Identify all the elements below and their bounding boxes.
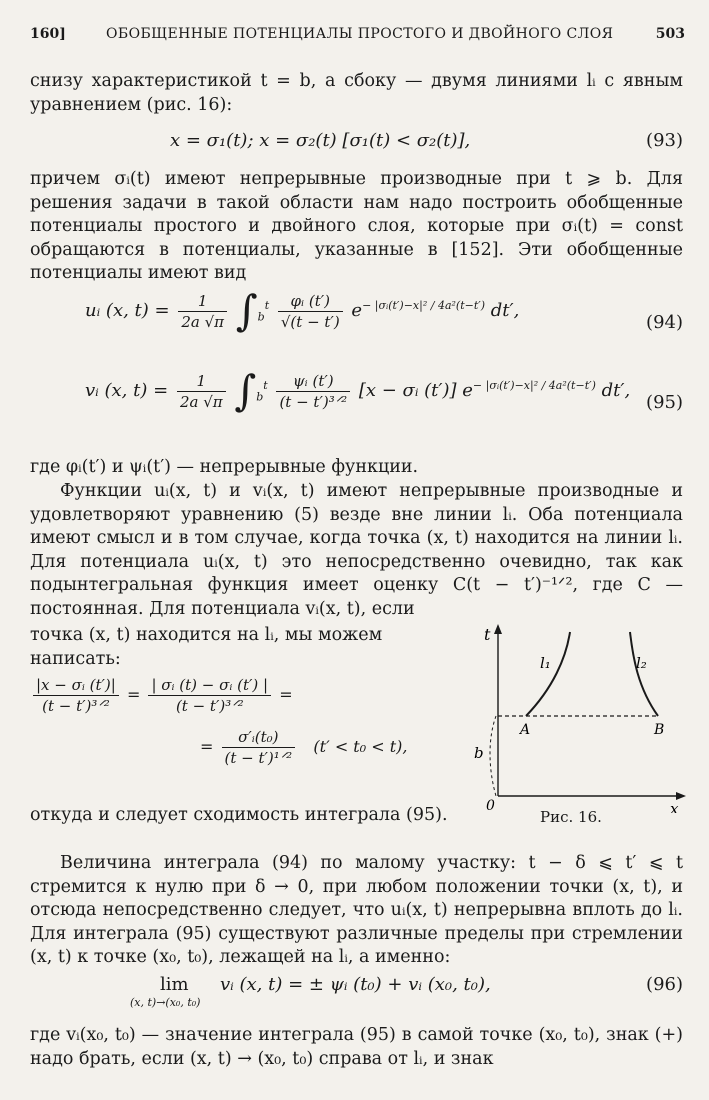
- equation-chain-line-2: [200, 728, 407, 767]
- t-axis-arrow: [494, 624, 502, 634]
- frac-c-num: σ′ᵢ(t₀): [222, 728, 296, 748]
- origin-label: 0: [486, 798, 495, 813]
- equation-95-frac: [276, 372, 350, 411]
- integral-sign: ∫: [235, 286, 258, 335]
- equation-chain-line-1: [30, 676, 293, 715]
- x-axis-label: x: [670, 800, 679, 813]
- running-head: [30, 26, 685, 48]
- paragraph-7: Величина интеграла (94) по малому участку: t − δ ⩽ t′ ⩽ t стремится к нулю при δ → 0, при любом положении точки (x, t), и отсюда непосредственно следует, что uᵢ(x, t) непрерывна вплоть до lᵢ. Для интеграла (95) существуют различные пределы при стремлении (x, t) к точке (x₀, t₀), лежащей на lᵢ, а именно:: [30, 853, 683, 967]
- equation-94-tail: dt′,: [490, 300, 520, 321]
- integral-sign: ∫: [234, 366, 257, 415]
- frac-c: [222, 728, 296, 767]
- equation-94-frac-den: √(t − t′): [280, 312, 340, 331]
- equation-95-frac-num: ψᵢ (t′): [276, 372, 350, 392]
- equation-93-number: (93): [646, 130, 683, 151]
- paragraph-8: где vᵢ(x₀, t₀) — значение интеграла (95) в самой точке (x₀, t₀), знак (+) надо брать, если (x, t) → (x₀, t₀) справа от lᵢ, и знак: [30, 1025, 683, 1069]
- figure-16: [458, 618, 688, 833]
- equation-96-lim: lim: [160, 974, 189, 995]
- equation-94-coef-num: 1: [178, 292, 227, 312]
- frac-a: [33, 676, 119, 715]
- equation-condition: (t′ < t₀ < t),: [313, 737, 408, 756]
- equation-95-lower: b: [256, 390, 264, 404]
- frac-b: [148, 676, 271, 715]
- equation-94-coef-den: 2a √π: [181, 312, 225, 331]
- eq-sign-3: =: [200, 737, 214, 756]
- eq-sign-1: =: [126, 685, 141, 704]
- equation-96-lim-sub: (x, t)→(x₀, t₀): [130, 996, 201, 1009]
- equation-94-lower: b: [257, 310, 265, 324]
- l2-label: l₂: [636, 654, 647, 672]
- curve-l1: [526, 632, 570, 716]
- equation-fraction-chain: [30, 676, 450, 786]
- equation-95-tail: dt′,: [601, 380, 631, 401]
- running-title: ОБОБЩЕННЫЕ ПОТЕНЦИАЛЫ ПРОСТОГО И ДВОЙНОГО СЛОЯ: [106, 26, 614, 42]
- paragraph-6: откуда и следует сходимость интеграла (95).: [30, 805, 448, 825]
- frac-b-num: | σᵢ (t) − σᵢ (t′) |: [148, 676, 271, 696]
- eq-sign-2: =: [279, 685, 293, 704]
- equation-94-lhs: uᵢ (x, t) =: [85, 300, 170, 321]
- equation-94: [30, 286, 683, 360]
- section-number: 160]: [30, 26, 66, 42]
- equation-96-body: vᵢ (x, t) = ± ψᵢ (t₀) + vᵢ (x₀, t₀),: [220, 974, 491, 995]
- equation-94-number: (94): [646, 312, 683, 333]
- frac-b-den: (t − t′)³ᐟ²: [175, 697, 244, 715]
- equation-94-coef: [178, 292, 227, 331]
- point-b-label: B: [654, 722, 665, 738]
- curve-l2: [630, 632, 658, 716]
- x-axis-arrow: [676, 792, 686, 800]
- equation-95-coef-den: 2a √π: [179, 392, 223, 411]
- frac-c-den: (t − t′)¹ᐟ²: [224, 749, 293, 767]
- equation-95-coef-num: 1: [177, 372, 226, 392]
- paragraph-4: Функции uᵢ(x, t) и vᵢ(x, t) имеют непрерывные производные и удовлетворяют уравнению (5) везде вне линии lᵢ. Оба потенциала имеют смысл и в том случае, когда точка (x, t) находится на линии lᵢ. Для потенциала uᵢ(x, t) это непосредственно очевидно, так как подынтегральная функция имеет оценку C(t − t′)⁻¹ᐟ², где C — постоянная. Для потенциала vᵢ(x, t), если: [30, 481, 683, 619]
- figure-16-diagram: [458, 618, 688, 813]
- paragraph-3: где φᵢ(t′) и ψᵢ(t′) — непрерывные функции.: [30, 457, 419, 477]
- paragraph-1: снизу характеристикой t = b, а сбоку — двумя линиями lᵢ с явным уравнением (рис. 16):: [30, 71, 683, 115]
- equation-96-number: (96): [646, 974, 683, 995]
- equation-95-body: [85, 366, 631, 415]
- paragraph-5: точка (x, t) находится на lᵢ, мы можем написать:: [30, 625, 383, 669]
- equation-93-body: x = σ₁(t); x = σ₂(t) [σ₁(t) < σ₂(t)],: [170, 130, 471, 151]
- page-number: 503: [655, 26, 685, 42]
- frac-a-den: (t − t′)³ᐟ²: [42, 697, 110, 715]
- equation-95-number: (95): [646, 392, 683, 413]
- equation-94-exp: − |σᵢ(t′)−x|² / 4a²(t−t′): [362, 299, 486, 312]
- equation-95: [30, 366, 683, 440]
- l1-label: l₁: [540, 654, 551, 672]
- equation-95-mid: [x − σᵢ (t′)] e: [358, 380, 473, 401]
- b-height-brace: [490, 716, 496, 796]
- figure-caption: Рис. 16.: [540, 808, 602, 826]
- equation-93: [30, 126, 683, 166]
- equation-96: [30, 974, 683, 1014]
- equation-94-frac-num: φᵢ (t′): [278, 292, 343, 312]
- equation-94-upper: t: [264, 299, 270, 312]
- equation-95-coef: [177, 372, 226, 411]
- equation-95-frac-den: (t − t′)³ᐟ²: [279, 392, 348, 411]
- t-axis-label: t: [484, 625, 491, 644]
- point-a-label: A: [520, 722, 531, 738]
- b-height-label: b: [474, 744, 484, 762]
- equation-94-frac: [278, 292, 343, 331]
- equation-95-upper: t: [263, 379, 268, 392]
- frac-a-num: |x − σᵢ (t′)|: [33, 676, 119, 696]
- equation-95-exp: − |σᵢ(t′)−x|² / 4a²(t−t′): [472, 379, 596, 392]
- equation-95-lhs: vᵢ (x, t) =: [85, 380, 169, 401]
- paragraph-2: причем σᵢ(t) имеют непрерывные производные при t ⩾ b. Для решения задачи в такой области нам надо построить обобщенные потенциалы простого и двойного слоя, которые при σᵢ(t) = const обращаются в потенциалы, указанные в [152]. Эти обобщенные потенциалы имеют вид: [30, 169, 683, 283]
- equation-94-body: uᵢ (x, t) = $\frac{1}{2a √\pi}$ $\int_b^t$ $\frac{\text{φᵢ (t′)}}{√(t - t')}$ $e^{- |\sigma ᵢ(t')-x|^2 / 4a^2(t-t')}$ dt′,: [85, 286, 520, 335]
